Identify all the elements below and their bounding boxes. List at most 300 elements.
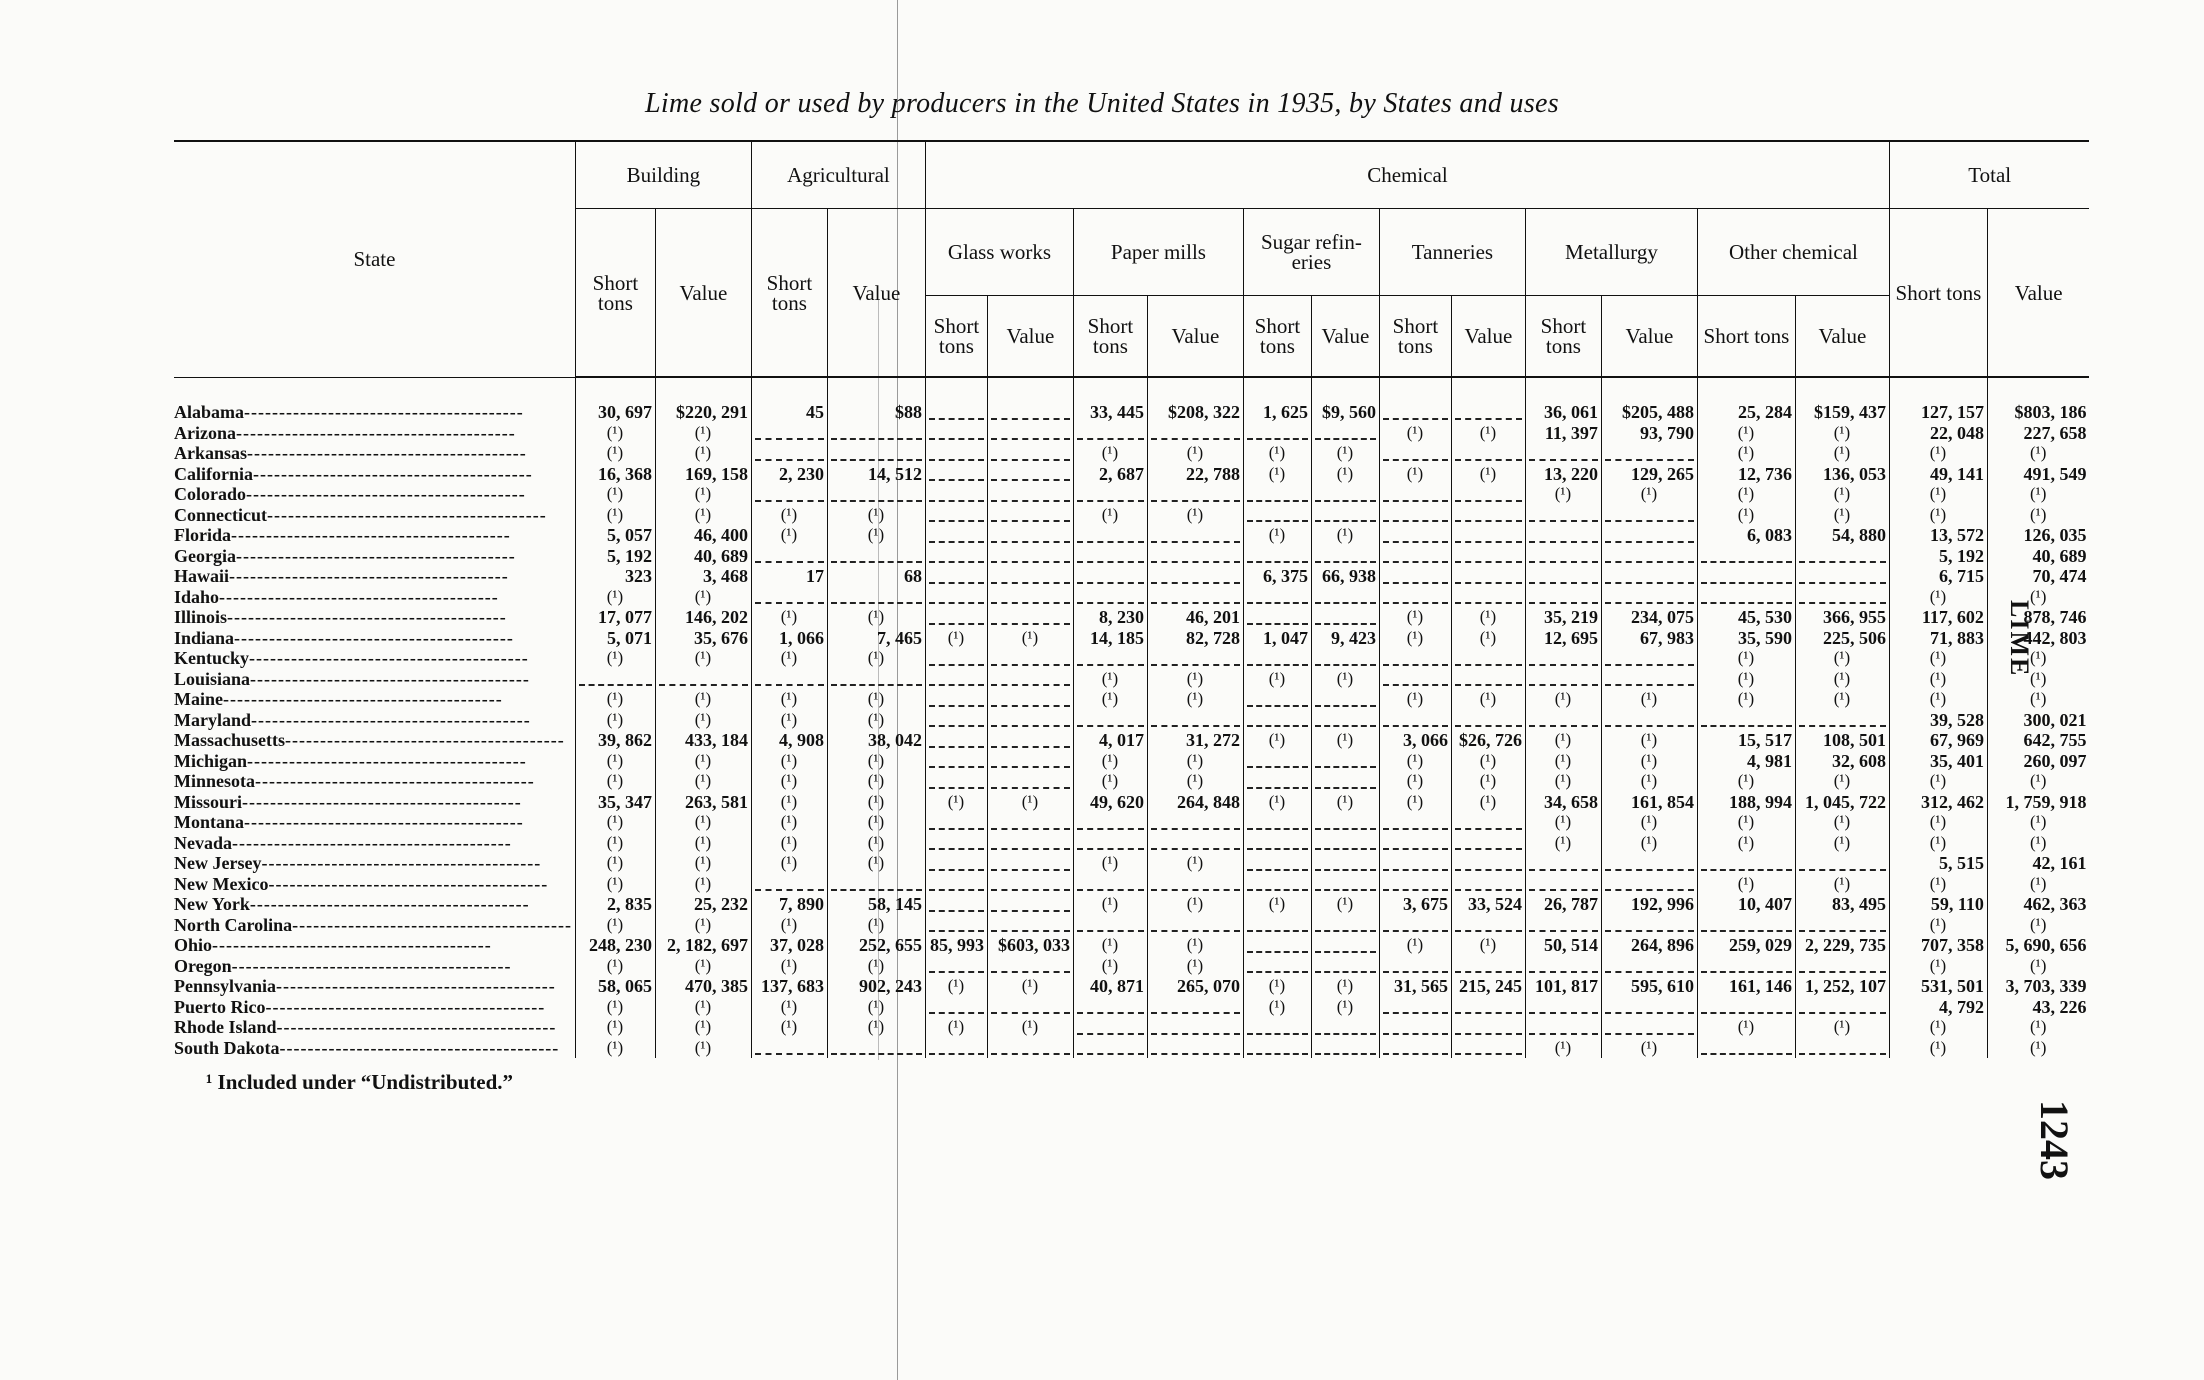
data-cell: (¹) [655, 833, 751, 854]
data-cell: 35, 676 [655, 628, 751, 649]
table-row [174, 874, 2089, 895]
data-cell: 26, 787 [1525, 894, 1601, 915]
data-cell: (¹) [1073, 751, 1147, 772]
state-label: South Dakota [174, 1037, 280, 1058]
data-cell: (¹) [1697, 648, 1795, 669]
data-cell: (¹) [1987, 669, 2089, 690]
data-cell: (¹) [1795, 484, 1889, 505]
data-cell: (¹) [655, 505, 751, 526]
data-cell: 5, 057 [575, 525, 655, 546]
empty-cell [1243, 956, 1311, 977]
data-cell: 902, 243 [827, 976, 925, 997]
table-title: Lime sold or used by producers in the United States in 1935, by States and uses [645, 88, 1559, 119]
state-label: California [174, 463, 253, 484]
empty-cell [1697, 1038, 1795, 1059]
data-cell: (¹) [1525, 730, 1601, 751]
dot-leader: ---------------------------------------- [249, 894, 530, 915]
empty-cell [987, 587, 1073, 608]
empty-cell [1073, 566, 1147, 587]
state-name [174, 915, 575, 936]
data-cell: (¹) [575, 771, 655, 792]
empty-cell [1451, 443, 1525, 464]
empty-cell [1243, 423, 1311, 444]
data-cell: 312, 462 [1889, 792, 1987, 813]
data-cell: (¹) [1987, 956, 2089, 977]
empty-cell [1243, 689, 1311, 710]
data-cell: (¹) [751, 956, 827, 977]
data-cell: (¹) [1987, 771, 2089, 792]
empty-cell [925, 730, 987, 751]
state-label: Maryland [174, 709, 252, 730]
empty-cell [987, 464, 1073, 485]
data-cell: (¹) [987, 792, 1073, 813]
data-cell: (¹) [751, 751, 827, 772]
empty-cell [827, 443, 925, 464]
empty-cell [1311, 546, 1379, 567]
data-cell: 127, 157 [1889, 402, 1987, 423]
data-cell: (¹) [1243, 894, 1311, 915]
data-cell: (¹) [1379, 771, 1451, 792]
empty-cell [1243, 484, 1311, 505]
data-cell: (¹) [751, 997, 827, 1018]
data-cell: 5, 071 [575, 628, 655, 649]
data-cell: 93, 790 [1601, 423, 1697, 444]
data-cell: 323 [575, 566, 655, 587]
data-cell: (¹) [987, 1017, 1073, 1038]
state-name [174, 484, 575, 505]
data-cell: (¹) [575, 1017, 655, 1038]
data-cell: 22, 788 [1147, 464, 1243, 485]
glass-value-header: Value [987, 296, 1073, 378]
dot-leader: ---------------------------------------- [255, 771, 535, 792]
data-cell: (¹) [1889, 689, 1987, 710]
data-cell: $9, 560 [1311, 402, 1379, 423]
data-cell: (¹) [1889, 648, 1987, 669]
empty-cell [1147, 915, 1243, 936]
empty-cell [1073, 546, 1147, 567]
empty-cell [1147, 423, 1243, 444]
empty-cell [751, 587, 827, 608]
metallurgy-short-tons-header: Short tons [1525, 296, 1601, 378]
data-cell: (¹) [655, 915, 751, 936]
data-cell: 37, 028 [751, 935, 827, 956]
empty-cell [987, 751, 1073, 772]
table-row [174, 894, 2089, 915]
data-cell: (¹) [1889, 833, 1987, 854]
data-cell: (¹) [1987, 648, 2089, 669]
data-cell: 2, 182, 697 [655, 935, 751, 956]
dot-leader: ---------------------------------------- [244, 812, 524, 833]
data-cell: (¹) [1889, 771, 1987, 792]
empty-cell [1451, 853, 1525, 874]
metallurgy-value-header: Value [1601, 296, 1697, 378]
empty-cell [1451, 1017, 1525, 1038]
data-cell: (¹) [1697, 833, 1795, 854]
data-cell: (¹) [575, 443, 655, 464]
dot-leader: ---------------------------------------- [261, 853, 542, 874]
data-cell: $88 [827, 402, 925, 423]
data-cell: 259, 029 [1697, 935, 1795, 956]
dot-leader: ---------------------------------------- [267, 504, 547, 525]
data-cell: 265, 070 [1147, 976, 1243, 997]
data-cell: (¹) [1147, 853, 1243, 874]
dot-leader: ---------------------------------------- [231, 955, 512, 976]
dot-leader: ---------------------------------------- [242, 791, 522, 812]
table-row [174, 853, 2089, 874]
data-cell: 3, 468 [655, 566, 751, 587]
sugar-refineries-header: Sugar refin-eries [1243, 209, 1379, 296]
empty-cell [1243, 710, 1311, 731]
data-cell: (¹) [1073, 669, 1147, 690]
data-cell: (¹) [751, 1017, 827, 1038]
state-label: Illinois [174, 607, 228, 628]
dot-leader: ---------------------------------------- [247, 750, 527, 771]
empty-cell [1147, 648, 1243, 669]
state-name [174, 812, 575, 833]
empty-cell [1147, 833, 1243, 854]
empty-cell [1525, 505, 1601, 526]
data-cell: (¹) [827, 771, 925, 792]
data-cell: (¹) [827, 505, 925, 526]
dot-leader: ---------------------------------------- [229, 566, 509, 587]
paper-value-header: Value [1147, 296, 1243, 378]
data-cell: (¹) [1379, 751, 1451, 772]
data-cell: 146, 202 [655, 607, 751, 628]
data-cell: 1, 047 [1243, 628, 1311, 649]
empty-cell [987, 402, 1073, 423]
empty-cell [925, 997, 987, 1018]
state-name [174, 669, 575, 690]
empty-cell [987, 566, 1073, 587]
data-cell: (¹) [1697, 443, 1795, 464]
state-name [174, 874, 575, 895]
empty-cell [1525, 710, 1601, 731]
dot-leader: ---------------------------------------- [251, 709, 531, 730]
data-cell: (¹) [575, 956, 655, 977]
data-cell: (¹) [1889, 812, 1987, 833]
paper-short-tons-header: Short tons [1073, 296, 1147, 378]
empty-cell [827, 874, 925, 895]
data-cell: (¹) [1697, 484, 1795, 505]
empty-cell [1697, 710, 1795, 731]
data-cell: 43, 226 [1987, 997, 2089, 1018]
data-cell: 462, 363 [1987, 894, 2089, 915]
data-cell: 136, 053 [1795, 464, 1889, 485]
data-cell: 14, 512 [827, 464, 925, 485]
data-cell: (¹) [1795, 833, 1889, 854]
data-cell: 13, 572 [1889, 525, 1987, 546]
data-cell: (¹) [1451, 792, 1525, 813]
empty-cell [1601, 566, 1697, 587]
state-label: Florida [174, 525, 231, 546]
data-cell: 33, 524 [1451, 894, 1525, 915]
empty-cell [1311, 956, 1379, 977]
data-cell: (¹) [1073, 853, 1147, 874]
data-cell: 4, 981 [1697, 751, 1795, 772]
empty-cell [925, 874, 987, 895]
empty-cell [987, 484, 1073, 505]
state-name [174, 710, 575, 731]
data-cell: (¹) [1073, 935, 1147, 956]
empty-cell [1311, 648, 1379, 669]
data-cell: (¹) [1697, 1017, 1795, 1038]
empty-cell [1379, 669, 1451, 690]
table-row [174, 423, 2089, 444]
empty-cell [1379, 853, 1451, 874]
empty-cell [1697, 956, 1795, 977]
data-cell: 225, 506 [1795, 628, 1889, 649]
data-cell: (¹) [1311, 997, 1379, 1018]
data-cell: (¹) [1987, 812, 2089, 833]
data-cell: 263, 581 [655, 792, 751, 813]
data-cell: (¹) [827, 710, 925, 731]
empty-cell [1601, 505, 1697, 526]
sugar-short-tons-header: Short tons [1243, 296, 1311, 378]
data-cell: (¹) [1147, 956, 1243, 977]
empty-cell [1073, 812, 1147, 833]
data-cell: 31, 272 [1147, 730, 1243, 751]
data-cell: 46, 400 [655, 525, 751, 546]
empty-cell [1379, 1017, 1451, 1038]
data-cell: (¹) [1601, 771, 1697, 792]
data-cell: (¹) [1451, 423, 1525, 444]
data-cell: 17, 077 [575, 607, 655, 628]
data-cell: 192, 996 [1601, 894, 1697, 915]
empty-cell [1379, 874, 1451, 895]
data-cell: (¹) [655, 587, 751, 608]
data-cell: (¹) [751, 648, 827, 669]
empty-cell [987, 607, 1073, 628]
state-name [174, 607, 575, 628]
empty-cell [1243, 505, 1311, 526]
data-cell: 1, 759, 918 [1987, 792, 2089, 813]
empty-cell [1379, 833, 1451, 854]
data-cell: 260, 097 [1987, 751, 2089, 772]
empty-cell [1311, 874, 1379, 895]
state-name [174, 792, 575, 813]
empty-cell [1311, 423, 1379, 444]
table-row [174, 792, 2089, 813]
data-cell: 70, 474 [1987, 566, 2089, 587]
data-cell: (¹) [1795, 689, 1889, 710]
data-cell: (¹) [925, 628, 987, 649]
data-cell: (¹) [655, 1017, 751, 1038]
data-cell: (¹) [575, 853, 655, 874]
data-cell: 71, 883 [1889, 628, 1987, 649]
data-cell: (¹) [1795, 1017, 1889, 1038]
data-cell: (¹) [1147, 669, 1243, 690]
data-cell: (¹) [1525, 833, 1601, 854]
data-cell: (¹) [1379, 689, 1451, 710]
data-cell: 25, 284 [1697, 402, 1795, 423]
table-row [174, 464, 2089, 485]
data-cell: (¹) [1795, 812, 1889, 833]
data-cell: 17 [751, 566, 827, 587]
empty-cell [1601, 956, 1697, 977]
dot-leader: ---------------------------------------- [246, 484, 526, 505]
other-short-tons-header: Short tons [1697, 296, 1795, 378]
empty-cell [925, 669, 987, 690]
data-cell: 46, 201 [1147, 607, 1243, 628]
empty-cell [1147, 546, 1243, 567]
empty-cell [751, 484, 827, 505]
empty-cell [1147, 710, 1243, 731]
state-name [174, 546, 575, 567]
data-cell: 68 [827, 566, 925, 587]
data-cell: 40, 689 [655, 546, 751, 567]
data-cell: (¹) [1311, 792, 1379, 813]
table-row [174, 771, 2089, 792]
empty-cell [1311, 710, 1379, 731]
empty-cell [987, 1038, 1073, 1059]
dot-leader: ---------------------------------------- [268, 873, 549, 894]
empty-cell [1697, 915, 1795, 936]
empty-cell [1379, 1038, 1451, 1059]
empty-cell [925, 689, 987, 710]
state-label: Missouri [174, 791, 243, 812]
state-label: Minnesota [174, 771, 255, 792]
data-cell: (¹) [1601, 730, 1697, 751]
state-name [174, 1017, 575, 1038]
empty-cell [1311, 935, 1379, 956]
state-header: State [174, 141, 575, 377]
empty-cell [1073, 423, 1147, 444]
empty-cell [1525, 566, 1601, 587]
empty-cell [1601, 915, 1697, 936]
table-row [174, 751, 2089, 772]
data-cell: (¹) [1243, 792, 1311, 813]
empty-cell [987, 730, 1073, 751]
empty-cell [575, 669, 655, 690]
data-cell: (¹) [1601, 812, 1697, 833]
empty-cell [925, 1038, 987, 1059]
empty-cell [1073, 915, 1147, 936]
data-cell: (¹) [751, 915, 827, 936]
data-cell: 4, 017 [1073, 730, 1147, 751]
data-cell: $603, 033 [987, 935, 1073, 956]
data-cell: (¹) [1889, 505, 1987, 526]
data-cell: 126, 035 [1987, 525, 2089, 546]
data-cell: (¹) [1311, 976, 1379, 997]
empty-cell [655, 669, 751, 690]
empty-cell [1379, 648, 1451, 669]
table-row [174, 443, 2089, 464]
table-body [174, 377, 2089, 1058]
empty-cell [1795, 956, 1889, 977]
data-cell: 31, 565 [1379, 976, 1451, 997]
empty-cell [1147, 484, 1243, 505]
state-label: Massachusetts [174, 730, 285, 751]
data-cell: 117, 602 [1889, 607, 1987, 628]
empty-cell [987, 648, 1073, 669]
dot-leader: ---------------------------------------- [250, 668, 530, 689]
empty-cell [925, 771, 987, 792]
empty-cell [1243, 874, 1311, 895]
data-cell: (¹) [751, 812, 827, 833]
state-name [174, 689, 575, 710]
glass-works-header: Glass works [925, 209, 1073, 296]
state-name [174, 566, 575, 587]
empty-cell [987, 669, 1073, 690]
data-cell: (¹) [575, 423, 655, 444]
empty-cell [925, 525, 987, 546]
data-cell: 15, 517 [1697, 730, 1795, 751]
empty-cell [1601, 853, 1697, 874]
data-cell: (¹) [655, 689, 751, 710]
empty-cell [827, 423, 925, 444]
empty-cell [925, 402, 987, 423]
data-cell: (¹) [1889, 956, 1987, 977]
empty-cell [1243, 915, 1311, 936]
empty-cell [1311, 1038, 1379, 1059]
empty-cell [925, 956, 987, 977]
state-label: Puerto Rico [174, 996, 266, 1017]
empty-cell [987, 771, 1073, 792]
data-cell: 58, 065 [575, 976, 655, 997]
empty-cell [751, 669, 827, 690]
data-cell: 6, 375 [1243, 566, 1311, 587]
empty-cell [1697, 587, 1795, 608]
empty-cell [827, 669, 925, 690]
data-cell: 12, 695 [1525, 628, 1601, 649]
empty-cell [1451, 710, 1525, 731]
data-cell: 7, 890 [751, 894, 827, 915]
data-cell: (¹) [1889, 443, 1987, 464]
data-cell: (¹) [1073, 894, 1147, 915]
table-row [174, 628, 2089, 649]
data-cell: (¹) [1451, 771, 1525, 792]
data-cell: (¹) [1987, 587, 2089, 608]
empty-cell [1451, 546, 1525, 567]
data-cell: 4, 908 [751, 730, 827, 751]
empty-cell [1243, 833, 1311, 854]
state-label: Pennsylvania [174, 976, 277, 997]
data-cell: (¹) [575, 997, 655, 1018]
data-cell: (¹) [1601, 1038, 1697, 1059]
empty-cell [1311, 771, 1379, 792]
empty-cell [1073, 587, 1147, 608]
footnote: ¹ Included under “Undistributed.” [206, 1070, 513, 1094]
empty-cell [1243, 607, 1311, 628]
data-cell: 25, 232 [655, 894, 751, 915]
state-label: Idaho [174, 586, 220, 607]
data-cell: (¹) [1451, 689, 1525, 710]
building-value-header: Value [655, 209, 751, 378]
dot-leader: ---------------------------------------- [279, 1037, 560, 1058]
data-cell: 6, 083 [1697, 525, 1795, 546]
data-cell: (¹) [1697, 669, 1795, 690]
dot-leader: ---------------------------------------- [244, 402, 524, 423]
data-cell: (¹) [827, 915, 925, 936]
data-cell: 11, 397 [1525, 423, 1601, 444]
data-cell: (¹) [1147, 505, 1243, 526]
data-cell: 2, 229, 735 [1795, 935, 1889, 956]
state-name [174, 730, 575, 751]
data-cell: (¹) [1889, 1038, 1987, 1059]
data-cell: 161, 146 [1697, 976, 1795, 997]
data-cell: (¹) [751, 689, 827, 710]
data-cell: (¹) [925, 976, 987, 997]
data-cell: 12, 736 [1697, 464, 1795, 485]
data-cell: (¹) [1697, 505, 1795, 526]
dot-leader: ---------------------------------------- [253, 463, 533, 484]
empty-cell [1451, 402, 1525, 423]
table-row [174, 976, 2089, 997]
empty-cell [1795, 1038, 1889, 1059]
empty-cell [1073, 874, 1147, 895]
state-name [174, 1038, 575, 1059]
data-cell: 13, 220 [1525, 464, 1601, 485]
